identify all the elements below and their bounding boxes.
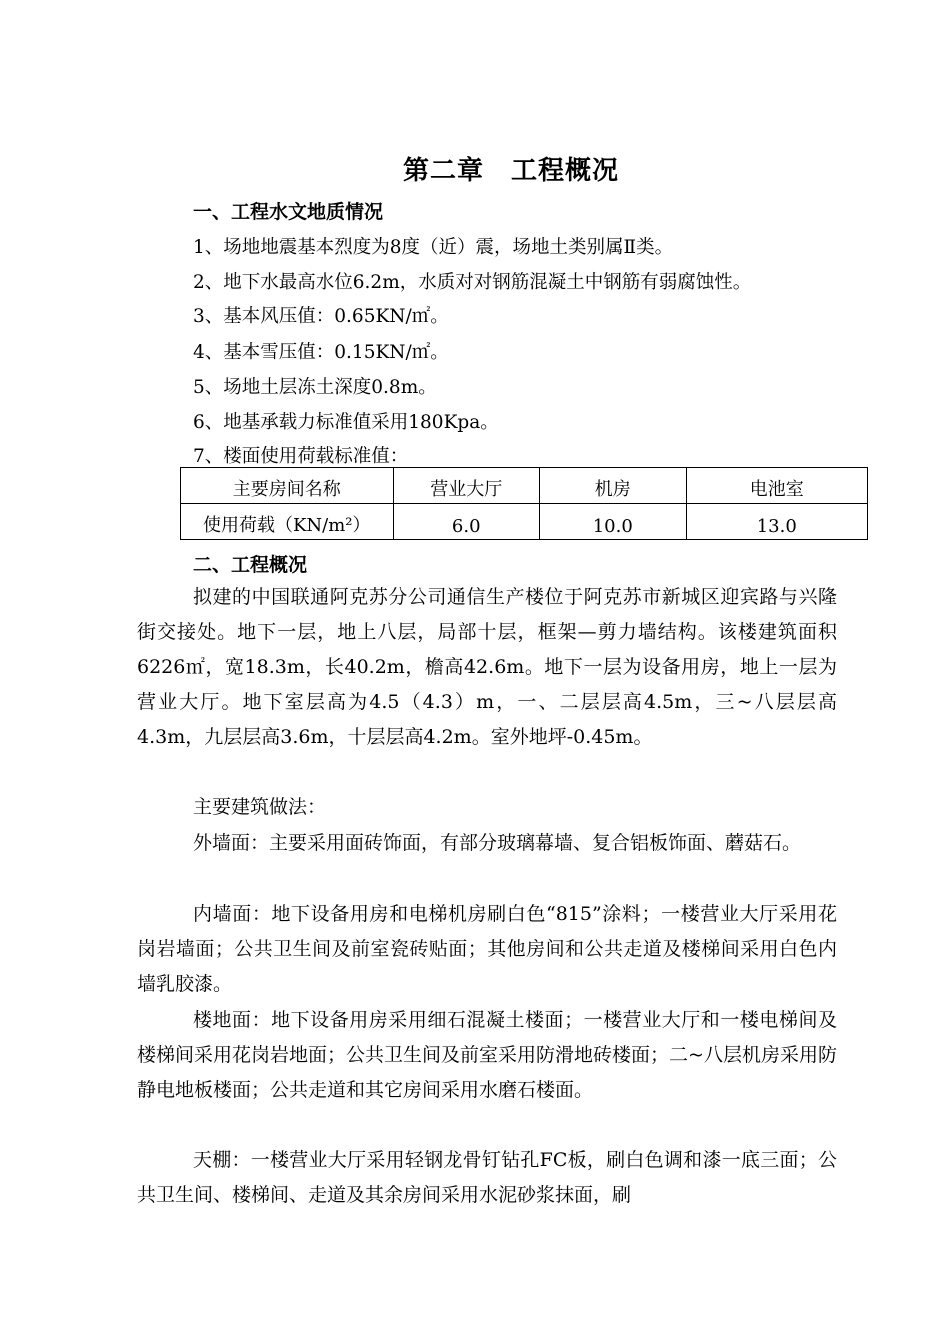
- table-cell: 机房: [540, 468, 687, 504]
- table-header-row: [181, 468, 868, 504]
- load-table: [180, 467, 868, 540]
- list-item: 5、场地土层冻土深度0.8m。: [193, 377, 437, 398]
- list-item: 1、场地地震基本烈度为8度（近）震，场地土类别属Ⅱ类。: [193, 237, 674, 258]
- table-cell: 6.0: [393, 504, 540, 540]
- paragraph-ceiling: 天棚：一楼营业大厅采用轻钢龙骨钉钻孔FC板，刷白色调和漆一底三面；公共卫生间、楼梯间、走道及其余房间采用水泥砂浆抹面，刷: [137, 1149, 837, 1206]
- paragraph-main-methods: 主要建筑做法：: [193, 796, 327, 818]
- paragraph-interior-walls: 内墙面：地下设备用房和电梯机房刷白色“815”涂料；一楼营业大厅采用花岗岩墙面；公共卫生间及前室瓷砖贴面；其他房间和公共走道及楼梯间采用白色内墙乳胶漆。: [137, 903, 837, 995]
- table-cell: 使用荷载（KN/m²）: [181, 504, 394, 540]
- paragraph-project-description: 拟建的中国联通阿克苏分公司通信生产楼位于阿克苏市新城区迎宾路与兴隆街交接处。地下一层，地上八层，局部十层，框架—剪力墙结构。该楼建筑面积6226㎡，宽18.3m，长40.2m，檐高42.6m。地下一层为设备用房，地上一层为营业大厅。地下室层高为4.5（4.3）m，一、二层层高4.5m，三~八层层高4.3m，九层层高3.6m，十层层高4.2m。室外地坪-0.45m。: [137, 586, 837, 748]
- list-item: 2、地下水最高水位6.2m，水质对对钢筋混凝土中钢筋有弱腐蚀性。: [193, 272, 752, 293]
- table-cell: 主要房间名称: [181, 468, 394, 504]
- table-cell: 13.0: [686, 504, 867, 540]
- list-item: 3、基本风压值：0.65KN/㎡。: [193, 306, 449, 327]
- table-cell: 10.0: [540, 504, 687, 540]
- table-cell: 营业大厅: [393, 468, 540, 504]
- list-item: 7、楼面使用荷载标准值：: [193, 446, 409, 467]
- table-row: [181, 504, 868, 540]
- paragraph-exterior-walls: 外墙面：主要采用面砖饰面，有部分玻璃幕墙、复合铝板饰面、蘑菇石。: [193, 832, 802, 854]
- table-cell: 电池室: [686, 468, 867, 504]
- chapter-title: 第二章 工程概况: [402, 156, 619, 186]
- list-item: 6、地基承载力标准值采用180Kpa。: [193, 412, 499, 433]
- list-item: 4、基本雪压值：0.15KN/㎡。: [193, 342, 449, 363]
- paragraph-floors: 楼地面：地下设备用房采用细石混凝土楼面；一楼营业大厅和一楼电梯间及楼梯间采用花岗岩地面；公共卫生间及前室采用防滑地砖楼面；二~八层机房采用防静电地板楼面；公共走道和其它房间采用水磨石楼面。: [137, 1009, 837, 1101]
- section-heading-overview: 二、工程概况: [193, 554, 308, 576]
- section-heading-hydrogeology: 一、工程水文地质情况: [193, 201, 384, 223]
